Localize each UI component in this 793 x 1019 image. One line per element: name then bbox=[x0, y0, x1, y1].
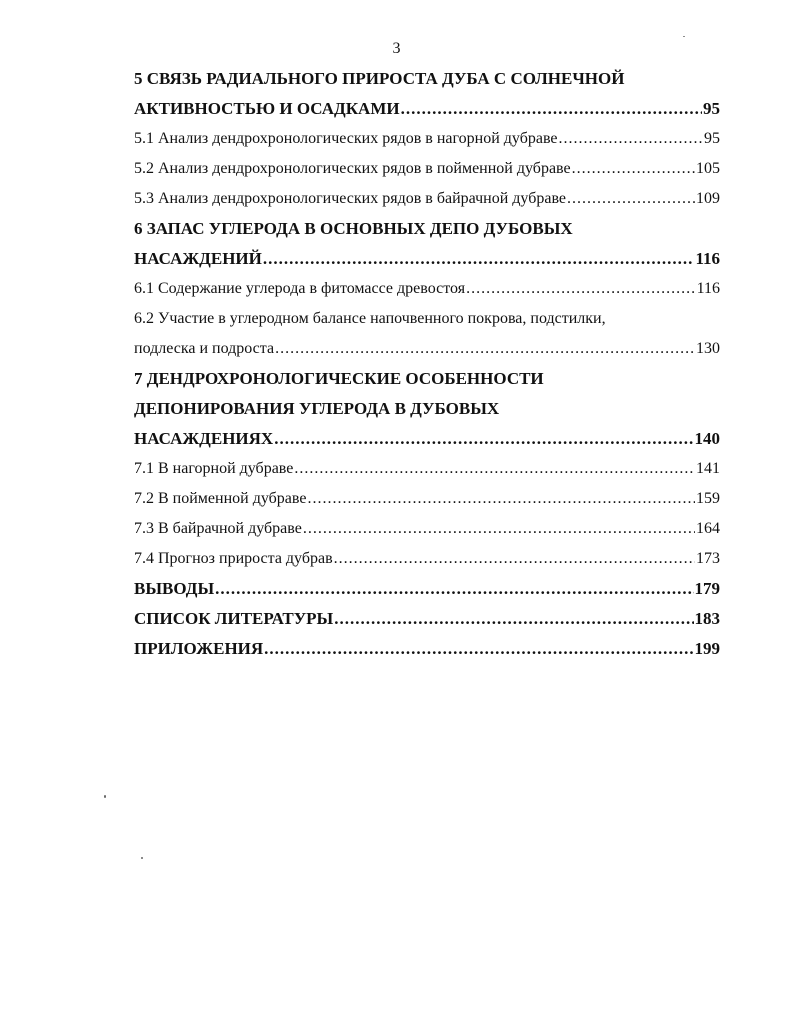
toc-entry-text: АКТИВНОСТЬЮ И ОСАДКАМИ bbox=[134, 99, 400, 118]
toc-entry bbox=[134, 64, 720, 94]
toc-entry bbox=[134, 604, 720, 634]
toc-entry-page: 140 bbox=[694, 429, 720, 448]
toc-entry bbox=[134, 394, 720, 424]
toc-entry-page: 173 bbox=[696, 550, 720, 567]
toc-entry bbox=[134, 244, 720, 274]
toc-leader bbox=[466, 274, 696, 304]
toc-entry-text: 7.2 В пойменной дубраве bbox=[134, 490, 307, 507]
toc-leader bbox=[275, 334, 695, 364]
toc-entry-text: ВЫВОДЫ bbox=[134, 579, 215, 598]
toc-leader bbox=[334, 604, 693, 634]
toc-leader bbox=[303, 514, 695, 544]
scan-speck bbox=[104, 795, 106, 798]
toc-entry-text: 7 ДЕНДРОХРОНОЛОГИЧЕСКИЕ ОСОБЕННОСТИ bbox=[134, 369, 544, 388]
toc-entry-page: 95 bbox=[703, 99, 720, 118]
toc-leader bbox=[572, 154, 695, 184]
toc-entry bbox=[134, 214, 720, 244]
scan-speck bbox=[683, 36, 685, 37]
toc-entry bbox=[134, 304, 720, 334]
toc-leader bbox=[215, 574, 693, 604]
scan-speck bbox=[141, 857, 143, 859]
toc-entry bbox=[134, 514, 720, 544]
toc-entry-text: 7.3 В байрачной дубраве bbox=[134, 520, 302, 537]
toc-entry-text: 7.1 В нагорной дубраве bbox=[134, 460, 294, 477]
page-number: 3 bbox=[392, 40, 401, 57]
toc-entry bbox=[134, 154, 720, 184]
toc-entry bbox=[134, 484, 720, 514]
toc-entry-page: 199 bbox=[694, 639, 720, 658]
toc-entry-text: подлеска и подроста bbox=[134, 340, 275, 357]
toc-leader bbox=[263, 244, 695, 274]
toc-leader bbox=[307, 484, 695, 514]
toc-entry bbox=[134, 364, 720, 394]
toc-entry-page: 105 bbox=[696, 160, 720, 177]
table-of-contents bbox=[134, 64, 720, 664]
toc-entry-text: ПРИЛОЖЕНИЯ bbox=[134, 639, 264, 658]
toc-entry-text: 5.3 Анализ дендрохронологических рядов в байрачной дубраве bbox=[134, 190, 566, 207]
toc-entry-text: 6.2 Участие в углеродном балансе напочвенного покрова, подстилки, bbox=[134, 310, 606, 327]
toc-leader bbox=[274, 424, 693, 454]
toc-entry-page: 183 bbox=[694, 609, 720, 628]
toc-entry bbox=[134, 424, 720, 454]
toc-leader bbox=[264, 634, 693, 664]
toc-leader bbox=[294, 454, 695, 484]
toc-entry bbox=[134, 454, 720, 484]
toc-entry-text: ДЕПОНИРОВАНИЯ УГЛЕРОДА В ДУБОВЫХ bbox=[134, 399, 500, 418]
toc-entry-text: СПИСОК ЛИТЕРАТУРЫ bbox=[134, 609, 334, 628]
toc-entry bbox=[134, 574, 720, 604]
toc-leader bbox=[567, 184, 695, 214]
toc-entry-page: 164 bbox=[696, 520, 720, 537]
toc-leader bbox=[334, 544, 695, 574]
toc-entry-text: 6.1 Содержание углерода в фитомассе древостоя bbox=[134, 280, 466, 297]
toc-entry-page: 95 bbox=[704, 130, 720, 147]
toc-entry bbox=[134, 124, 720, 154]
toc-entry-page: 141 bbox=[696, 460, 720, 477]
toc-entry-text: 7.4 Прогноз прироста дубрав bbox=[134, 550, 333, 567]
toc-entry-page: 116 bbox=[695, 249, 720, 268]
toc-entry-page: 159 bbox=[696, 490, 720, 507]
toc-leader bbox=[401, 94, 702, 124]
toc-leader bbox=[559, 124, 703, 154]
toc-entry bbox=[134, 544, 720, 574]
toc-entry-text: 5 СВЯЗЬ РАДИАЛЬНОГО ПРИРОСТА ДУБА С СОЛНЕЧНОЙ bbox=[134, 69, 625, 88]
toc-entry bbox=[134, 184, 720, 214]
toc-entry-text: 5.1 Анализ дендрохронологических рядов в нагорной дубраве bbox=[134, 130, 558, 147]
toc-entry-text: 5.2 Анализ дендрохронологических рядов в пойменной дубраве bbox=[134, 160, 571, 177]
toc-entry-text: НАСАЖДЕНИЯХ bbox=[134, 429, 274, 448]
toc-entry-text: 6 ЗАПАС УГЛЕРОДА В ОСНОВНЫХ ДЕПО ДУБОВЫХ bbox=[134, 219, 573, 238]
toc-entry-text: НАСАЖДЕНИЙ bbox=[134, 249, 262, 268]
toc-entry bbox=[134, 274, 720, 304]
toc-entry bbox=[134, 634, 720, 664]
toc-entry-page: 116 bbox=[696, 280, 720, 297]
toc-entry-page: 179 bbox=[694, 579, 720, 598]
toc-entry-page: 130 bbox=[696, 340, 720, 357]
toc-entry-page: 109 bbox=[696, 190, 720, 207]
toc-entry bbox=[134, 94, 720, 124]
toc-entry bbox=[134, 334, 720, 364]
